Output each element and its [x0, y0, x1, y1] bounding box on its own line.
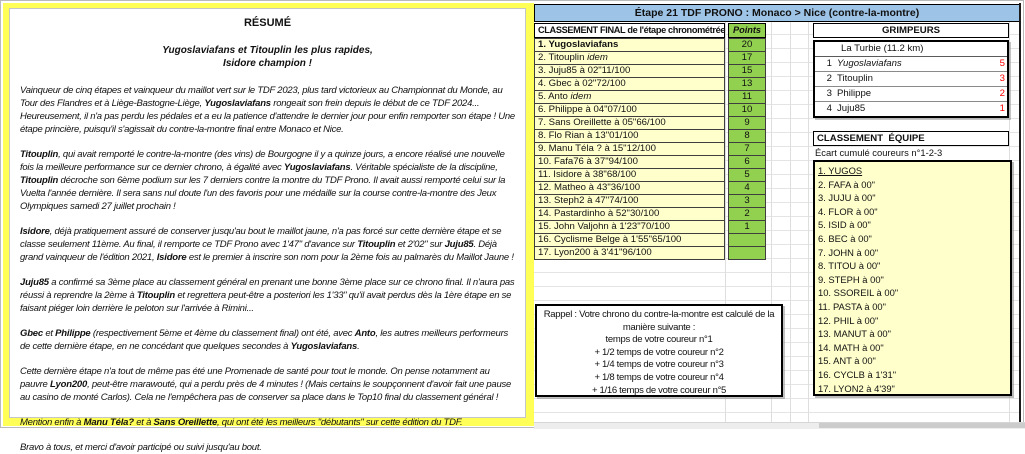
resume-paragraph: Vainqueur de cinq étapes et vainqueur du maillot vert sur le TDF 2023, plus tard victorieux au Championnat du Monde, au Tour des Flandres et à Liège-Bastogne-Liège, Yugoslaviafans rongeait son frein depuis le début de ce TDF 2024... Heureusement, il n'a pas perdu les pédales et a eu la patience d'attendre le dernier jour pour enfin remporter son étape ! Une étape princière, puisqu'il s'agissait du contre-la-montre final entre Monaco et Nice. [20, 85, 515, 135]
equipe-row[interactable]: 13. MANUT à 00" [818, 328, 891, 340]
points-header-cell[interactable]: Points [728, 23, 766, 38]
rider-name-cell[interactable]: 2. Titouplin idem [534, 51, 725, 65]
classement-row[interactable] [534, 142, 767, 156]
horizontal-scrollbar-handle[interactable] [819, 423, 1025, 428]
equipe-row[interactable]: 1. YUGOS [818, 165, 863, 176]
rappel-textbox[interactable] [535, 304, 783, 397]
classement-header-cell[interactable]: CLASSEMENT FINAL de l'étape chronométrée [534, 23, 725, 38]
grimpeur-rank: 4 [826, 103, 832, 114]
classement-row[interactable] [534, 168, 767, 182]
resume-paragraph: Gbec et Philippe (respectivement 5ème et 4ème du classement final) ont été, avec Anto, les autres meilleurs performeurs de cette dernière étape, en ne concédant que quelques secondes à Yugoslaviafans. [20, 328, 508, 352]
classement-row[interactable] [534, 38, 767, 52]
rider-name-cell[interactable]: 1. Yugoslaviafans [534, 38, 725, 52]
classement-row[interactable] [534, 207, 767, 221]
points-cell[interactable]: 1 [728, 220, 766, 234]
rider-name-cell[interactable]: 5. Anto idem [534, 90, 725, 104]
rider-name-cell[interactable]: 13. Steph2 à 47"74/100 [534, 194, 725, 208]
grimpeurs-table [813, 40, 1009, 118]
resume-subtitle-line1: Yugoslaviafans et Titouplin les plus rapides, [162, 45, 373, 56]
grimpeur-rank: 2 [826, 73, 832, 84]
rider-name-cell[interactable]: 10. Fafa76 à 37"94/100 [534, 155, 725, 169]
equipe-row[interactable]: 16. CYCLB à 1'31" [818, 368, 897, 380]
points-cell[interactable]: 11 [728, 90, 766, 104]
rider-name-cell[interactable]: 14. Pastardinho à 52"30/100 [534, 207, 725, 221]
points-cell[interactable]: 10 [728, 103, 766, 117]
points-cell[interactable]: 6 [728, 155, 766, 169]
points-cell[interactable]: 3 [728, 194, 766, 208]
grimpeur-points: 2 [999, 88, 1005, 99]
points-cell[interactable]: 2 [728, 207, 766, 221]
resume-paragraph: Cette dernière étape n'a tout de même pas été une Promenade de santé pour tout le monde. On pense notamment au pauvre Lyon200, peut-être marawouté, qui a perdu près de 4 minutes ! (Mais certains le soupçonnent d'avoir fait une pause au casino de monté Carlos). Cela ne l'empêchera pas de conserver sa place dans le Top10 final du classement général ! [20, 366, 512, 403]
points-cell[interactable]: 9 [728, 116, 766, 130]
equipe-row[interactable]: 6. BEC à 00" [818, 232, 872, 244]
grimpeurs-climb-cell[interactable]: La Turbie (11.2 km) [815, 42, 1007, 57]
rider-name-cell[interactable]: 9. Manu Téla ? à 15"12/100 [534, 142, 725, 156]
rider-name-cell[interactable]: 3. Juju85 à 02"11/100 [534, 64, 725, 78]
grimpeur-points: 3 [999, 73, 1005, 84]
grimpeur-rank: 3 [826, 88, 832, 99]
points-cell[interactable]: 5 [728, 168, 766, 182]
gridline-vertical [790, 21, 791, 422]
classement-body [534, 38, 767, 260]
rider-name-cell[interactable]: 11. Isidore à 38"68/100 [534, 168, 725, 182]
rider-name-cell[interactable]: 7. Sans Oreillette à 05"66/100 [534, 116, 725, 130]
classement-row[interactable] [534, 155, 767, 169]
equipe-row[interactable]: 5. ISID à 00" [818, 219, 871, 231]
classement-row[interactable] [534, 64, 767, 78]
equipe-row[interactable]: 2. FAFA à 00" [818, 178, 876, 190]
grimpeurs-header-cell[interactable]: GRIMPEURS [813, 23, 1009, 38]
points-cell[interactable]: 13 [728, 77, 766, 91]
equipe-list-box[interactable] [813, 160, 1012, 396]
points-cell[interactable]: 7 [728, 142, 766, 156]
grimpeur-name: Juju85 [837, 103, 866, 114]
equipe-row[interactable]: 4. FLOR à 00" [818, 205, 878, 217]
equipe-row[interactable]: 14. MATH à 00" [818, 341, 884, 353]
grimpeur-row[interactable] [815, 87, 1007, 102]
rappel-line: Rappel : Votre chrono du contre-la-montre est calculé de la manière suivante : [543, 309, 775, 333]
equipe-row[interactable]: 8. TITOU à 00" [818, 260, 881, 272]
resume-paragraph: Titouplin, qui avait remporté le contre-la-montre (des vins) de Bourgogne il y a quinze jours, a encore réalisé une nouvelle fois la meilleure performance sur ce dernier chrono, à égalité avec Yugoslaviafans. Véritable spécialiste de la discipline, Titouplin décroche son 6ème podium sur les 7 derniers contre la montre du TDF Prono. Il avait aussi remporté celui sur la Vuelta l'année dernière. Il sera sans nul doute l'un des favoris pour une médaille sur la course contre-la-montre des Jeux Olympiques samedi 27 juillet prochain ! [20, 149, 506, 212]
equipe-header-cell[interactable]: CLASSEMENT ÉQUIPE [813, 131, 1009, 146]
grimpeur-name: Yugoslaviafans [837, 58, 902, 69]
equipe-row[interactable]: 17. LYON2 à 4'39" [818, 382, 895, 394]
resume-subtitle-line2: Isidore champion ! [223, 58, 312, 69]
rider-name-cell[interactable]: 17. Lyon200 à 3'41"96/100 [534, 246, 725, 260]
rider-name-cell[interactable]: 8. Flo Rian à 13"01/100 [534, 129, 725, 143]
resume-body [20, 84, 515, 454]
grimpeur-points: 1 [999, 103, 1005, 114]
resume-textbox[interactable] [9, 8, 526, 453]
points-cell[interactable]: 20 [728, 38, 766, 52]
classement-row[interactable] [534, 194, 767, 208]
rappel-line: + 1/8 temps de votre coureur n°4 [594, 371, 724, 383]
rider-name-cell[interactable]: 16. Cyclisme Belge à 1'55"65/100 [534, 233, 725, 247]
points-cell[interactable] [728, 246, 766, 260]
equipe-subtitle-cell[interactable]: Écart cumulé coureurs n°1-2-3 [813, 147, 1009, 160]
resume-paragraph: Mention enfin à Manu Téla? et à Sans Oreillette, qui ont été les meilleurs "débutants" sur cette édition du TDF. [20, 417, 463, 428]
grimpeur-name: Titouplin [837, 73, 873, 84]
points-cell[interactable]: 15 [728, 64, 766, 78]
rappel-line: + 1/2 temps de votre coureur n°2 [594, 346, 724, 358]
grimpeur-row[interactable] [815, 57, 1007, 72]
rider-name-cell[interactable]: 6. Philippe à 04"07/100 [534, 103, 725, 117]
rider-name-cell[interactable]: 4. Gbec à 02"72/100 [534, 77, 725, 91]
grimpeur-rank: 1 [826, 58, 832, 69]
classement-row[interactable] [534, 220, 767, 234]
grimpeur-name: Philippe [837, 88, 872, 99]
equipe-row[interactable]: 15. ANT à 00" [818, 355, 876, 367]
resume-paragraph: Isidore, déjà pratiquement assuré de conserver jusqu'au bout le maillot jaune, n'a pas forcé sur cette dernière étape et se classe seulement 11ème. Au final, il remporte ce TDF Prono avec 1'47" d'avance sur Titouplin et 2'02" sur Juju85. Déjà grand vainqueur de l'édition 2021, Isidore est le premier à inscrire son nom pour la 2ème fois au palmarès du Maillot Jaune ! [20, 226, 514, 263]
equipe-row[interactable]: 12. PHIL à 00" [818, 314, 879, 326]
stage-title-bar[interactable]: Étape 21 TDF PRONO : Monaco > Nice (contre-la-montre) [534, 4, 1020, 22]
points-cell[interactable]: 17 [728, 51, 766, 65]
rappel-line: + 1/16 temps de votre coureur n°5 [591, 384, 727, 396]
points-cell[interactable]: 4 [728, 181, 766, 195]
grimpeur-row[interactable] [815, 102, 1007, 116]
rappel-line: + 1/4 temps de votre coureur n°3 [594, 359, 724, 371]
gridline-vertical [808, 21, 809, 422]
classement-row[interactable] [534, 51, 767, 65]
equipe-row[interactable]: 11. PASTA à 00" [818, 300, 886, 312]
points-cell[interactable]: 8 [728, 129, 766, 143]
grimpeur-points: 5 [999, 58, 1005, 69]
classement-row[interactable] [534, 103, 767, 117]
equipe-row[interactable]: 10. SSOREIL à 00" [818, 287, 899, 299]
points-cell[interactable] [728, 233, 766, 247]
classement-row[interactable] [534, 181, 767, 195]
classement-row[interactable] [534, 77, 767, 91]
equipe-row[interactable]: 9. STEPH à 00" [818, 273, 884, 285]
rappel-line: temps de votre coureur n°1 [605, 334, 713, 346]
classement-row[interactable] [534, 233, 767, 247]
resume-paragraph: Bravo à tous, et merci d'avoir participé ou suivi jusqu'au bout. [20, 442, 262, 453]
resume-title: RÉSUMÉ [243, 17, 292, 29]
rider-name-cell[interactable]: 12. Matheo à 43"36/100 [534, 181, 725, 195]
classement-row[interactable] [534, 90, 767, 104]
equipe-row[interactable]: 7. JOHN à 00" [818, 246, 879, 258]
resume-paragraph: Juju85 a confirmé sa 3ème place au classement général en prenant une bonne 3ème place sur ce chrono final. Il n'aura pas réussi à reprendre la 2ème à Titouplin et regrettera peut-être a posteriori les 1'33" qu'il avait perdus dès la 1ère étape en se faisant piéger loin derrière le peloton sur l'arrivée à Rimini... [20, 277, 515, 314]
rider-name-cell[interactable]: 15. John Valjohn à 1'23"70/100 [534, 220, 725, 234]
sheet-edge-line [1019, 3, 1021, 422]
grimpeur-row[interactable] [815, 72, 1007, 87]
classement-row[interactable] [534, 129, 767, 143]
classement-row[interactable] [534, 116, 767, 130]
classement-row[interactable] [534, 246, 767, 260]
equipe-row[interactable]: 3. JUJU à 00" [818, 192, 876, 204]
